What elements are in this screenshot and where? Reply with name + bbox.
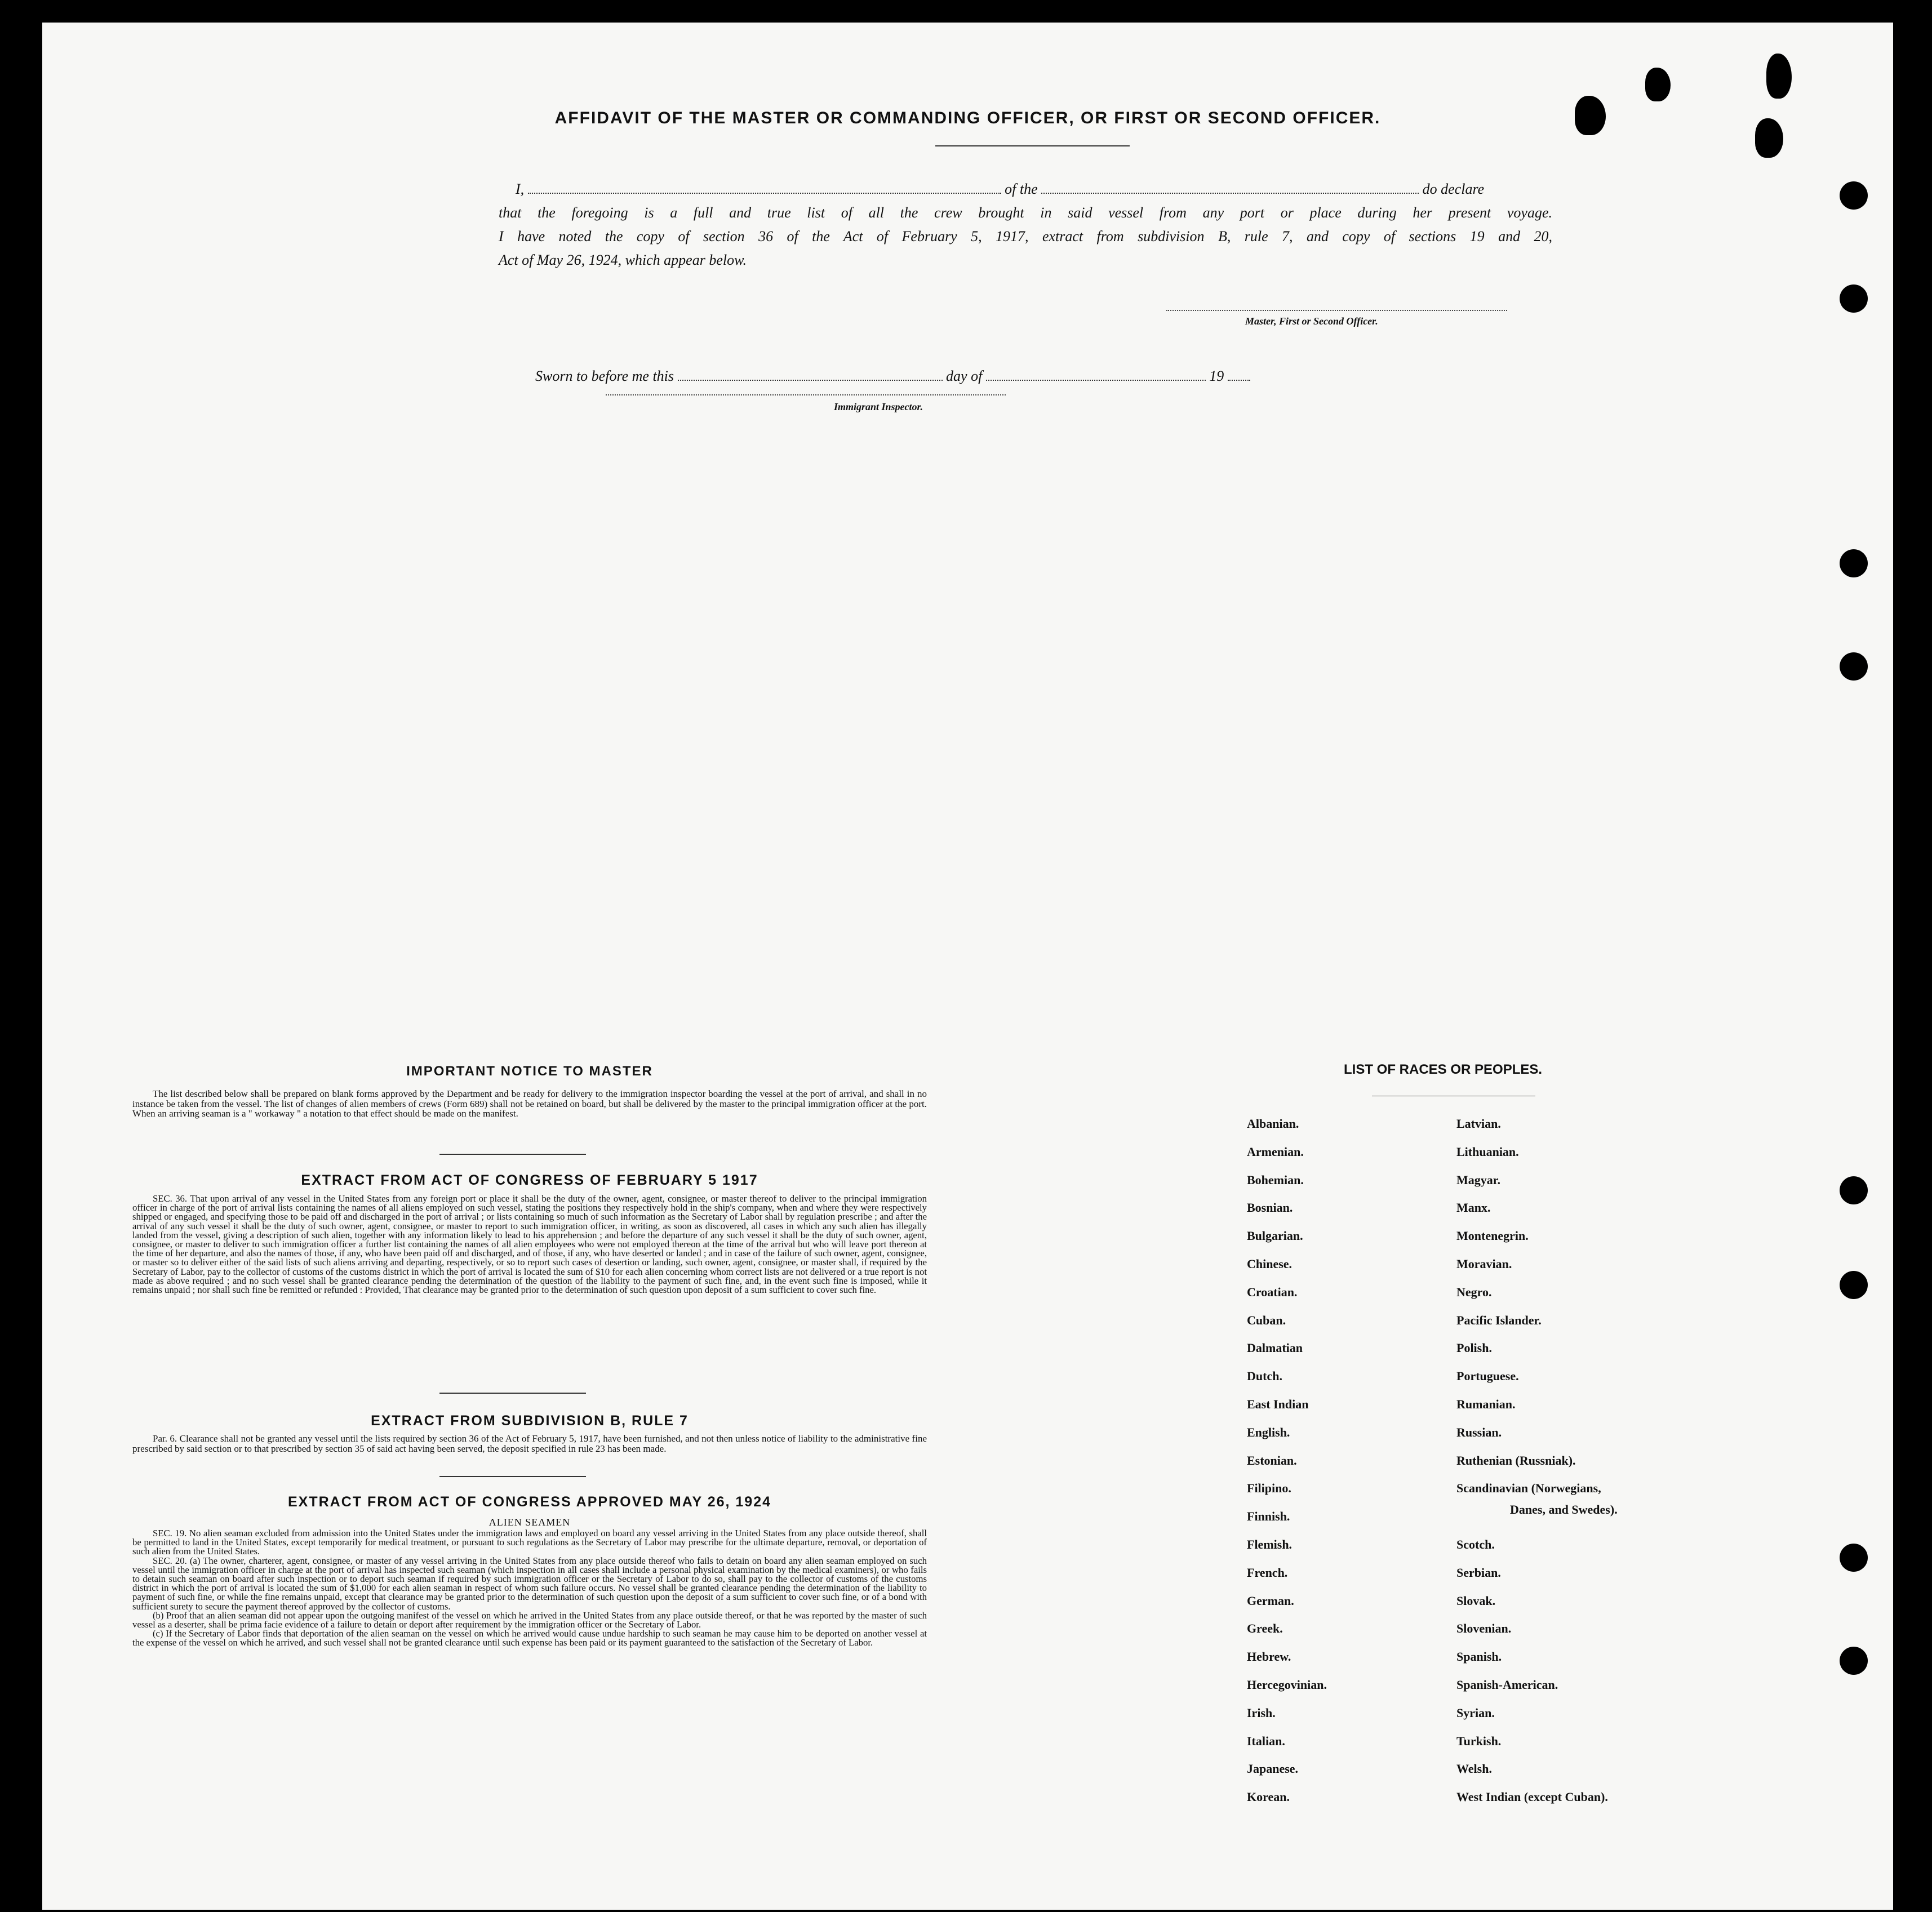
sworn-line <box>535 366 1250 385</box>
rule-7-text <box>132 1434 927 1453</box>
race-item: Rumanian. <box>1456 1397 1516 1411</box>
binder-hole <box>1840 1271 1868 1299</box>
notice-divider <box>439 1154 586 1155</box>
do-declare-label: do declare <box>1422 181 1485 197</box>
race-item: Moravian. <box>1456 1257 1512 1271</box>
race-item: Slovak. <box>1456 1593 1496 1608</box>
notice-paragraph: The list described below shall be prepared on blank forms approved by the Department and be ready for delivery to the immigration inspector boarding the vessel at the port of arrival, and shall in no instance be taken from the vessel. The list of changes of alien members of crews (Form 689) shall not be retained on board, but shall be delivered by the master to the principal immigration officer at the port. When an arriving seaman is a " workaway " a notation to that effect should be made on the manifest. <box>132 1088 927 1119</box>
inspector-caption: Immigrant Inspector. <box>834 401 923 412</box>
act-1924-text <box>132 1529 927 1648</box>
sworn-year-field[interactable] <box>1228 366 1250 381</box>
race-item: West Indian (except Cuban). <box>1456 1790 1608 1804</box>
race-item: Albanian. <box>1247 1117 1299 1131</box>
race-item: Manx. <box>1456 1200 1491 1215</box>
ink-blot <box>1575 96 1606 135</box>
race-item: Korean. <box>1247 1790 1290 1804</box>
notice-text <box>132 1089 927 1119</box>
binder-hole <box>1840 549 1868 577</box>
ink-blot <box>1755 118 1783 158</box>
race-item: Cuban. <box>1247 1313 1286 1327</box>
race-item: Slovenian. <box>1456 1621 1512 1636</box>
race-item: Spanish. <box>1456 1649 1502 1664</box>
sec-20c-paragraph: (c) If the Secretary of Labor finds that deportation of the alien seaman on the vessel on which he arrived would cause undue hardship to such seaman he may cause him to be deported on another vessel at the expense of the vessel on which he arrived, and such vessel shall not be granted clearance until such expense has been paid or its payment guaranteed to the satisfaction of the Secretary of Labor. <box>132 1628 927 1648</box>
sec-20a-paragraph: SEC. 20. (a) The owner, charterer, agent, consignee, or master of any vessel arriving in the United States from any place outside thereof who fails to detain on board any alien seaman employed on such vessel until the immigration officer in charge at the port of arrival has inspected such seaman (which inspection in all cases shall include a personal physical examination by the medical examiners), or who fails to detain such seaman on board after such inspection or to deport such seaman if required by such immigration officer or the Secretary of Labor to do so, shall pay to the collector of customs of the customs district in which the port of arrival is located the sum of $1,000 for each alien seaman in respect of whom such failure occurs. No vessel shall be granted clearance pending the determination of the liability to payment of such fine, or while the fine remains unpaid, except that clearance may be granted prior to the determination of such question upon the deposit of a sum sufficient to cover such fine, or of a bond with sufficient surety to secure the payment thereof approved by the collector of customs. <box>132 1555 927 1612</box>
name-field[interactable] <box>528 179 1001 194</box>
race-item: Welsh. <box>1456 1762 1492 1776</box>
binder-hole <box>1840 1544 1868 1572</box>
race-item: Armenian. <box>1247 1144 1304 1159</box>
race-item: English. <box>1247 1425 1290 1439</box>
of-the-label: of the <box>1005 181 1038 197</box>
act-1917-divider <box>439 1393 586 1394</box>
binder-hole <box>1840 181 1868 210</box>
race-item: Magyar. <box>1456 1172 1501 1187</box>
act-1924-subtitle: ALIEN SEAMEN <box>488 1517 571 1528</box>
race-item: Filipino. <box>1247 1481 1291 1496</box>
race-item: Montenegrin. <box>1456 1229 1529 1243</box>
document-page <box>42 23 1893 1910</box>
race-item: Syrian. <box>1456 1705 1495 1720</box>
declaration-line-3: Act of May 26, 1924, which appear below. <box>499 252 747 268</box>
race-item: Negro. <box>1456 1284 1492 1299</box>
race-item: Dutch. <box>1247 1369 1282 1384</box>
race-item: Bulgarian. <box>1247 1229 1303 1243</box>
race-item: Estonian. <box>1247 1453 1297 1468</box>
sworn-month-field[interactable] <box>986 366 1206 381</box>
race-item: Russian. <box>1456 1425 1502 1439</box>
declaration-first-line <box>499 177 1552 201</box>
race-item: Bohemian. <box>1247 1172 1304 1187</box>
sworn-day-field[interactable] <box>678 366 943 381</box>
ink-blot <box>1645 68 1671 101</box>
binder-hole <box>1840 652 1868 681</box>
race-item: Greek. <box>1247 1621 1283 1636</box>
binder-hole <box>1840 1176 1868 1204</box>
master-signature-caption: Master, First or Second Officer. <box>1245 315 1378 327</box>
race-item: Portuguese. <box>1456 1369 1519 1384</box>
sec-20b-paragraph: (b) Proof that an alien seaman did not appear upon the outgoing manifest of the vessel on which he arrived in the United States from any place outside thereof, or that he was reported by the master of such vessel as a deserter, shall be prima facie evidence of a failure to detain or deport after requirement by the immigration officer or the Secretary of Labor. <box>132 1609 927 1630</box>
rule-7-title: EXTRACT FROM SUBDIVISION B, RULE 7 <box>371 1413 689 1429</box>
race-item: Italian. <box>1247 1733 1285 1748</box>
i-label: I, <box>516 181 525 197</box>
act-1917-title: EXTRACT FROM ACT OF CONGRESS OF FEBRUARY 5 1917 <box>301 1172 758 1188</box>
race-item: Polish. <box>1456 1341 1492 1355</box>
race-item: German. <box>1247 1593 1294 1608</box>
act-1924-title: EXTRACT FROM ACT OF CONGRESS APPROVED MAY 26, 1924 <box>287 1494 772 1510</box>
race-item: Lithuanian. <box>1456 1144 1519 1159</box>
race-item: Bosnian. <box>1247 1200 1293 1215</box>
race-item: East Indian <box>1247 1397 1309 1411</box>
binder-hole <box>1840 284 1868 313</box>
race-item: Flemish. <box>1247 1537 1293 1551</box>
races-title: LIST OF RACES OR PEOPLES. <box>1344 1062 1543 1077</box>
declaration-line-1: that the foregoing is a full and true list of all the crew brought in said vessel from any port or place during her present voyage. <box>499 204 1552 221</box>
sworn-prefix: Sworn to before me this <box>535 368 674 384</box>
inspector-signature-line[interactable] <box>606 394 1006 395</box>
ink-blot <box>1766 54 1792 99</box>
race-item: Croatian. <box>1247 1284 1298 1299</box>
race-item: Irish. <box>1247 1705 1276 1720</box>
race-item: Spanish-American. <box>1456 1678 1558 1692</box>
race-item: French. <box>1247 1565 1288 1580</box>
race-item: Latvian. <box>1456 1117 1501 1131</box>
title-divider <box>935 145 1130 146</box>
race-item-continuation: Danes, and Swedes). <box>1510 1502 1618 1517</box>
year-prefix: 19 <box>1209 368 1224 384</box>
race-item: Scandinavian (Norwegians, <box>1456 1481 1601 1496</box>
notice-title: IMPORTANT NOTICE TO MASTER <box>406 1064 653 1079</box>
declaration-line-2: I have noted the copy of section 36 of the Act of February 5, 1917, extract from subdivision B, rule 7, and copy of sections 19 and 20, <box>499 228 1552 244</box>
race-item: Hercegovinian. <box>1247 1678 1327 1692</box>
rule-7-paragraph: Par. 6. Clearance shall not be granted any vessel until the lists required by section 36 of the Act of February 5, 1917, have been furnished, and not then unless notice of liability to the administrative fine prescribed by said section or to that prescribed by section 35 of said act having been served, the deposit specified in rule 23 has been made. <box>132 1433 927 1454</box>
rule-7-divider <box>439 1476 586 1477</box>
race-item: Scotch. <box>1456 1537 1495 1551</box>
master-signature-line[interactable] <box>1166 310 1507 311</box>
race-item: Finnish. <box>1247 1509 1290 1524</box>
race-item: Dalmatian <box>1247 1341 1303 1355</box>
act-1917-paragraph: SEC. 36. That upon arrival of any vessel in the United States from any foreign port or place it shall be the duty of the owner, agent, consignee, or master thereof to deliver to the principal immigration officer in charge of the port of arrival lists containing the names of all aliens employed on such vessel, stating the positions they respectively hold in the ship's company, when and where they were respectively shipped or engaged, and specifying those to be paid off and discharged in the port of arrival ; or lists containing so much of such information as the Secretary of Labor shall by regulation prescribe ; and after the arrival of any such vessel it shall be the duty of such owner, agent, consignee, or master to report to such immigration officer, in writing, as soon as discovered, all cases in which any such alien has illegally landed from the vessel, giving a description of such alien, together with any information likely to lead to his apprehension ; and before the departure of any such vessel it shall be the duty of such owner, agent, consignee, or master to deliver to such immigration officer a further list containing the names of all alien employees who were not employed thereon at the time of the arrival but who will leave port thereon at the time of her departure, and also the names of those, if any, who have been paid off and discharged, and of those, if any, who have deserted or landed ; and in case of the failure of such owner, agent, consignee, or master so to deliver either of the said lists of such aliens arriving and departing, respectively, or so to report such cases of desertion or landing, such owner, agent, consignee, or master shall, if required by the Secretary of Labor, pay to the collector of customs of the customs district in which the port of arrival is located the sum of $10 for each alien concerning whom correct lists are not delivered or a true report is not made as above required ; and no such vessel shall be granted clearance pending the determination of the question of the liability to the payment of such fine, and, in the event such fine is imposed, while it remains unpaid ; nor shall such fine be remitted or refunded : Provided, That clearance may be granted prior to the determination of such question upon deposit of a sum sufficient to cover such fine. <box>132 1193 927 1296</box>
race-item: Pacific Islander. <box>1456 1313 1542 1327</box>
race-item: Ruthenian (Russniak). <box>1456 1453 1576 1468</box>
sec-19-paragraph: SEC. 19. No alien seaman excluded from admission into the United States under the immigration laws and employed on board any vessel arriving in the United States from any place outside thereof, shall be permitted to land in the United States, except temporarily for medical treatment, or pursuant to such regulations as the Secretary of Labor may prescribe for the ultimate departure, removal, or deportation of such alien from the United States. <box>132 1528 927 1557</box>
race-item: Hebrew. <box>1247 1649 1291 1664</box>
binder-hole <box>1840 1647 1868 1675</box>
vessel-field[interactable] <box>1041 179 1419 194</box>
affidavit-title: AFFIDAVIT OF THE MASTER OR COMMANDING OFFICER, OR FIRST OR SECOND OFFICER. <box>554 109 1381 127</box>
race-item: Turkish. <box>1456 1733 1502 1748</box>
act-1917-text <box>132 1194 927 1295</box>
declaration-text <box>499 177 1552 272</box>
race-item: Chinese. <box>1247 1257 1293 1271</box>
race-item: Japanese. <box>1247 1762 1299 1776</box>
race-item: Serbian. <box>1456 1565 1501 1580</box>
day-of-label: day of <box>946 368 983 384</box>
